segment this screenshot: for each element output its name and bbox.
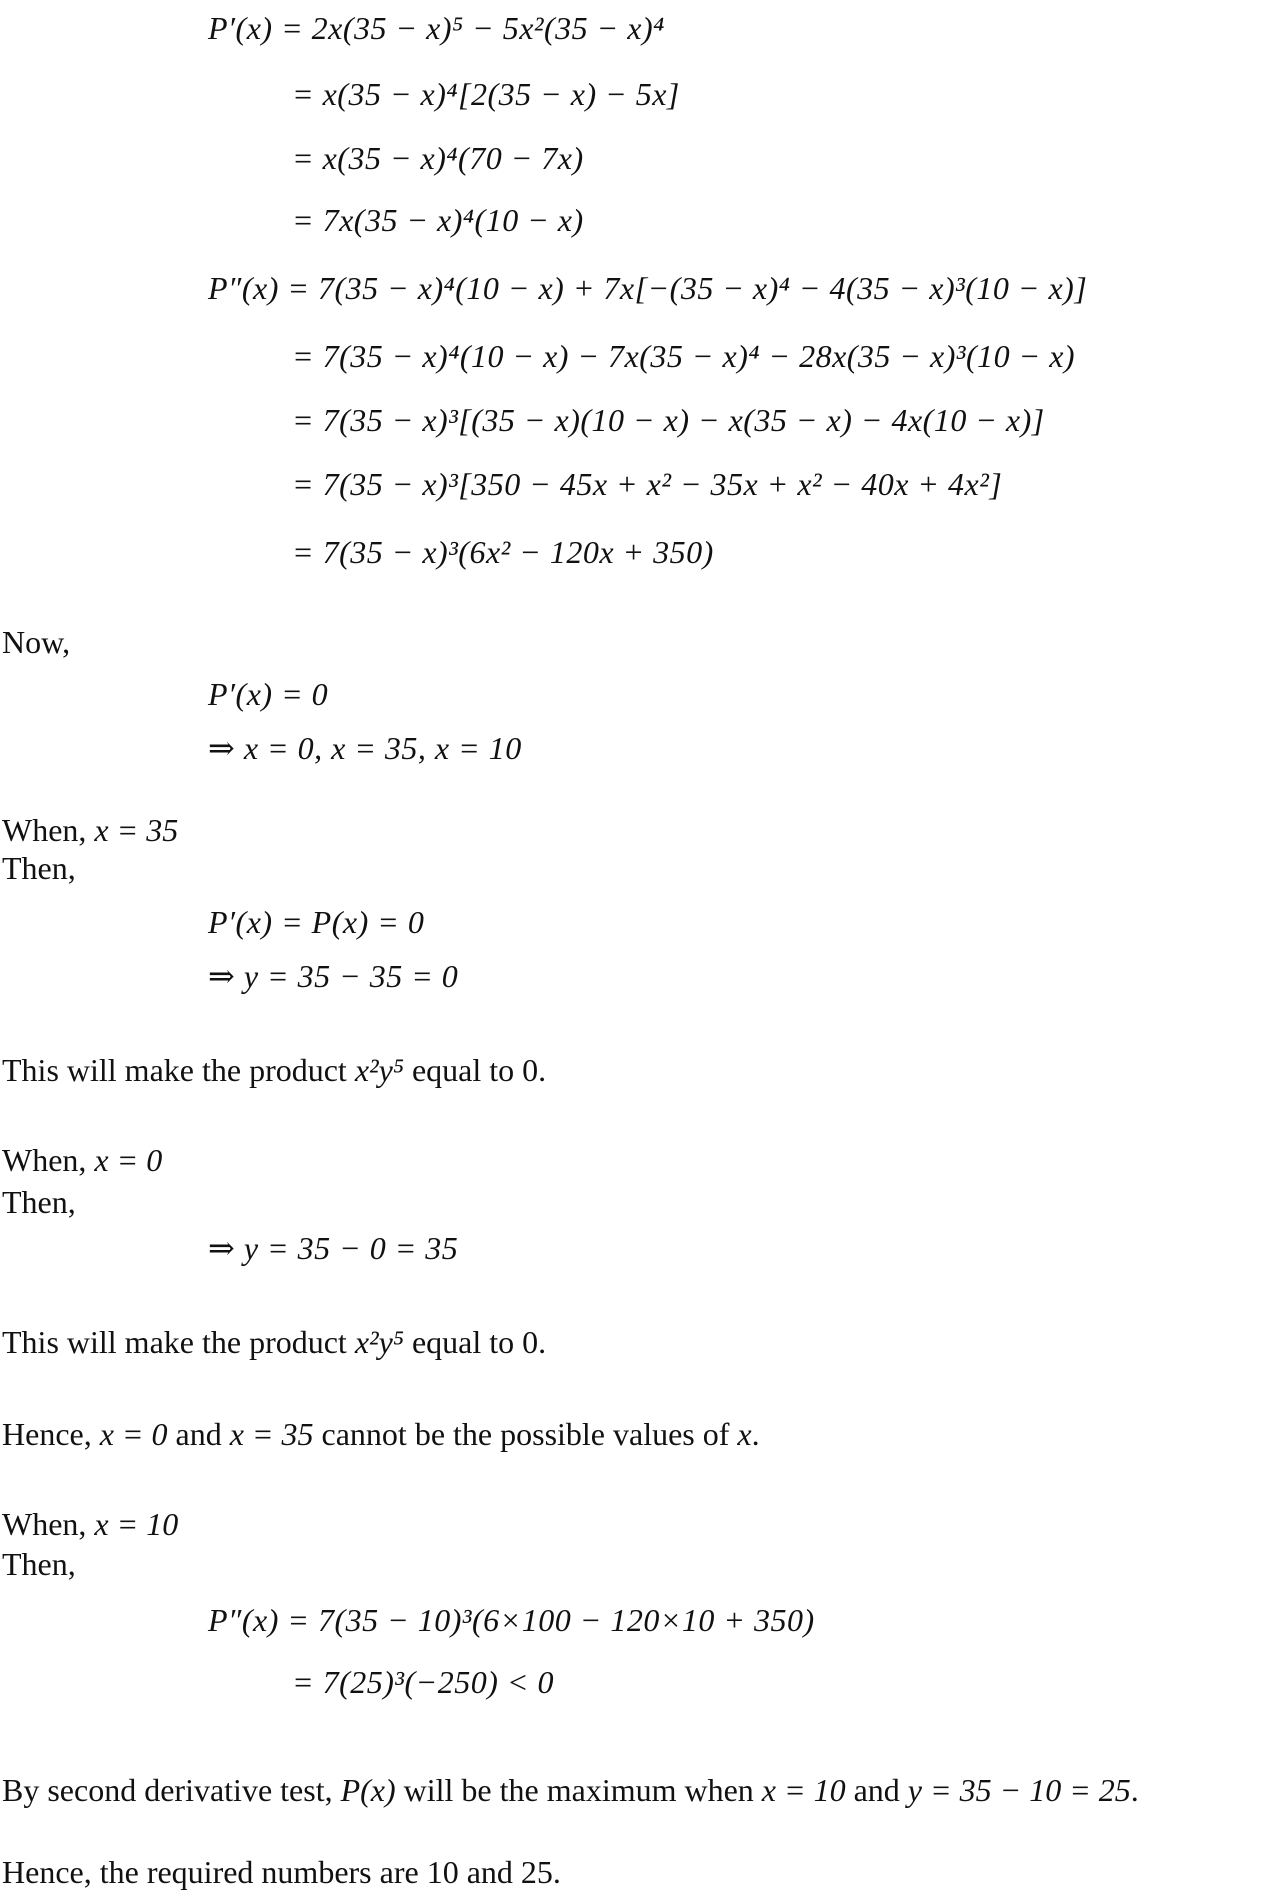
- case-0-product-statement: [2, 1326, 546, 1358]
- first-derivative-line-4: = 7x(35 − x)⁴(10 − x): [292, 202, 584, 238]
- product-expression: x²y⁵: [354, 1324, 404, 1360]
- case-35-product-statement: [2, 1054, 546, 1086]
- exclusion-statement: [2, 1418, 760, 1450]
- critical-points: ⇒ x = 0, x = 35, x = 10: [208, 730, 522, 766]
- case-35-equation-1: P′(x) = P(x) = 0: [208, 904, 425, 940]
- first-derivative-line-1: P′(x) = 2x(35 − x)⁵ − 5x²(35 − x)⁴: [208, 10, 665, 46]
- final-answer: Hence, the required numbers are 10 and 25.: [2, 1854, 561, 1890]
- case-35-condition: x = 35: [94, 812, 179, 848]
- second-derivative-line-2: = 7(35 − x)⁴(10 − x) − 7x(35 − x)⁴ − 28x(35 − x)³(10 − x): [292, 338, 1076, 374]
- second-derivative-line-5: = 7(35 − x)³(6x² − 120x + 350): [292, 534, 714, 570]
- second-derivative-line-3: = 7(35 − x)³[(35 − x)(10 − x) − x(35 − x) − 4x(10 − x)]: [292, 402, 1045, 438]
- first-derivative-line-2: = x(35 − x)⁴[2(35 − x) − 5x]: [292, 76, 680, 112]
- product-text-post: equal to 0.: [411, 1324, 547, 1360]
- when-label: When,: [2, 1506, 87, 1542]
- and-word: and: [853, 1772, 900, 1808]
- case-35-then: Then,: [2, 850, 76, 886]
- conclusion-text-mid: will be the maximum when: [403, 1772, 754, 1808]
- case-10-equation-2: = 7(25)³(−250) < 0: [292, 1664, 554, 1700]
- exclusion-text: cannot be the possible values of: [321, 1416, 730, 1452]
- maximum-x: x = 10: [761, 1772, 846, 1808]
- case-10-condition: x = 10: [94, 1506, 179, 1542]
- second-derivative-line-4: = 7(35 − x)³[350 − 45x + x² − 35x + x² − 40x + 4x²]: [292, 466, 1003, 502]
- case-35-when: [2, 814, 178, 846]
- case-0-then: Then,: [2, 1184, 76, 1220]
- case-0-equation: ⇒ y = 35 − 0 = 35: [208, 1230, 459, 1266]
- hence-word: Hence,: [2, 1416, 92, 1452]
- case-0-condition: x = 0: [94, 1142, 163, 1178]
- now-label: Now,: [2, 624, 71, 660]
- period: .: [751, 1416, 760, 1452]
- product-expression: x²y⁵: [354, 1052, 404, 1088]
- case-35-equation-2: ⇒ y = 35 − 35 = 0: [208, 958, 459, 994]
- first-derivative-line-3: = x(35 − x)⁴(70 − 7x): [292, 140, 584, 176]
- product-text-pre: This will make the product: [2, 1052, 347, 1088]
- when-label: When,: [2, 812, 87, 848]
- product-text-post: equal to 0.: [411, 1052, 547, 1088]
- excluded-value-b: x = 35: [229, 1416, 314, 1452]
- conclusion-text-pre: By second derivative test,: [2, 1772, 333, 1808]
- period: .: [1130, 1772, 1139, 1808]
- second-derivative-line-1: P″(x) = 7(35 − x)⁴(10 − x) + 7x[−(35 − x)⁴ − 4(35 − x)³(10 − x)]: [208, 270, 1088, 306]
- conclusion-statement: [2, 1774, 1139, 1806]
- maximum-y: y = 35 − 10 = 25: [907, 1772, 1131, 1808]
- case-0-when: [2, 1144, 162, 1176]
- excluded-value-a: x = 0: [99, 1416, 168, 1452]
- function-p: P(x): [340, 1772, 396, 1808]
- product-text-pre: This will make the product: [2, 1324, 347, 1360]
- variable-x: x: [737, 1416, 752, 1452]
- when-label: When,: [2, 1142, 87, 1178]
- case-10-equation-1: P″(x) = 7(35 − 10)³(6×100 − 120×10 + 350): [208, 1602, 815, 1638]
- case-10-then: Then,: [2, 1546, 76, 1582]
- critical-equation: P′(x) = 0: [208, 676, 329, 712]
- and-word: and: [175, 1416, 222, 1452]
- case-10-when: [2, 1508, 178, 1540]
